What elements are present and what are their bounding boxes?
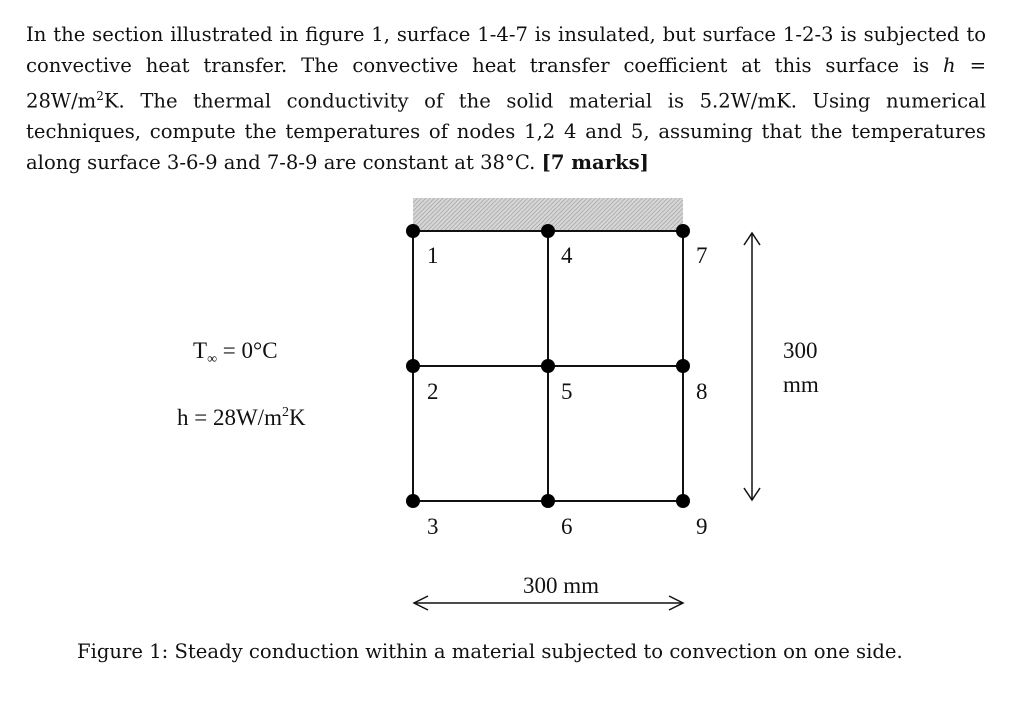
width-dimension-arrow [414,596,683,610]
node-9-dot [676,494,690,508]
node-label-3: 3 [427,514,439,539]
height-dimension-arrow [744,233,760,500]
marks-label: [7 marks] [541,150,649,174]
t-infinity-label: $T_\infty = 0^\circ C$ [193,338,278,367]
node-3-dot [406,494,420,508]
figure-caption: Figure 1: Steady conduction within a material subjected to convection on one side. [77,640,903,663]
h-equation: = 28W/m [26,53,986,113]
problem-text-b: K. The thermal conductivity of the solid material is 5.2W/mK. Using numerical techniques, compute the temperatures of nodes 1,2 4 and 5, assuming that the temperatures along surface 3-6-9 and 7-8-9 are constant at 38°C. [26,89,986,174]
h-coefficient-label: $h = 28W/m^2K$ [177,405,306,430]
node-2-dot [406,359,420,373]
node-label-7: 7 [696,243,708,268]
node-8-dot [676,359,690,373]
node-label-2: 2 [427,379,439,404]
h-symbol: h [943,53,956,77]
node-5-dot [541,359,555,373]
height-value: 300 [783,338,818,363]
node-label-8: 8 [696,379,708,404]
node-7-dot [676,224,690,238]
width-label: 300 mm [523,573,600,598]
node-label-1: 1 [427,243,439,268]
height-unit: mm [783,372,819,397]
node-label-6: 6 [561,514,573,539]
problem-text-a: In the section illustrated in figure 1, surface 1-4-7 is insulated, but surface 1-2-3 is subjected to convective heat transfer. The convective heat transfer coefficient at this surface is [26,23,986,77]
node-6-dot [541,494,555,508]
node-4-dot [541,224,555,238]
h-exponent: 2 [96,89,104,103]
node-1-dot [406,224,420,238]
node-label-9: 9 [696,514,708,539]
node-label-5: 5 [561,379,573,404]
node-label-4: 4 [561,243,573,268]
